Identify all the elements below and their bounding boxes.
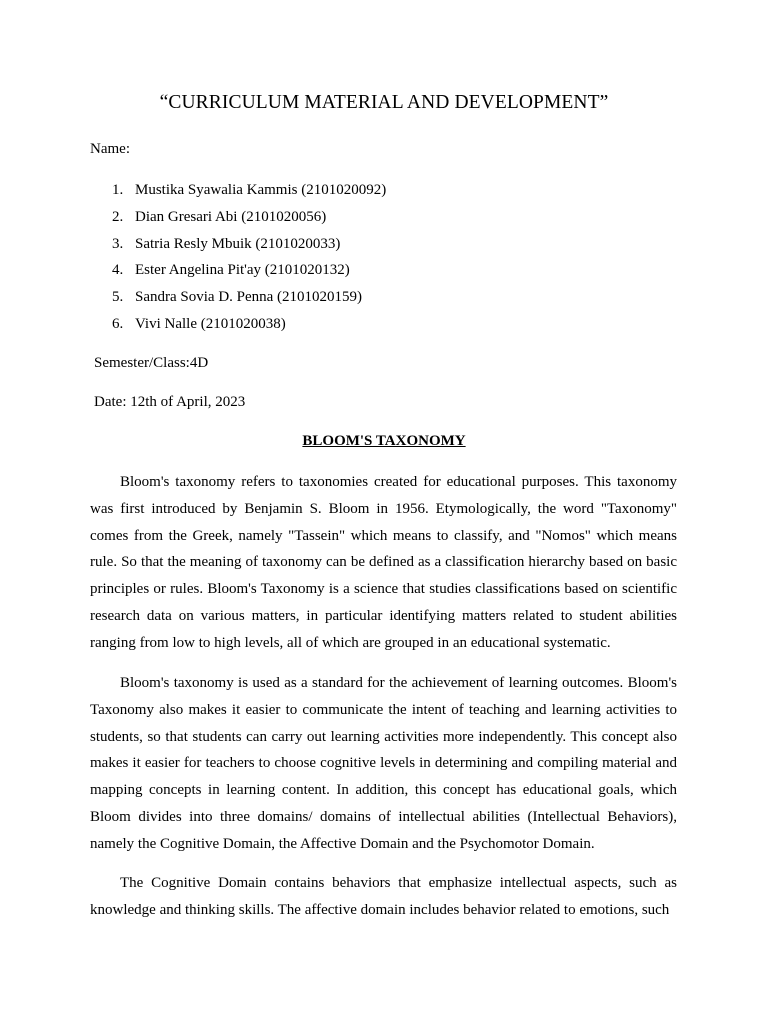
section-heading: BLOOM'S TAXONOMY <box>302 433 466 449</box>
list-item <box>90 179 386 206</box>
member-name: Vivi Nalle (2101020038) <box>135 315 286 332</box>
list-item <box>90 206 386 233</box>
list-number: 2. <box>112 208 124 225</box>
member-name: Satria Resly Mbuik (2101020033) <box>135 235 341 252</box>
member-list <box>90 179 386 340</box>
paragraph: The Cognitive Domain contains behaviors that emphasize intellectual aspects, such as knowledge and thinking skills. The affective domain includes behavior related to emotions, such <box>90 875 677 918</box>
member-name: Dian Gresari Abi (2101020056) <box>135 208 327 225</box>
list-item <box>90 313 386 340</box>
document-title: “CURRICULUM MATERIAL AND DEVELOPMENT” <box>159 92 609 113</box>
paragraph: Bloom's taxonomy refers to taxonomies created for educational purposes. This taxonomy was first introduced by Benjamin S. Bloom in 1956. Etymologically, the word "Taxonomy" comes from the Greek, namely "Tassein" which means to classify, and "Nomos" which means rule. So that the meaning of taxonomy can be defined as a classification hierarchy based on basic principles or rules. Bloom's Taxonomy is a science that studies classifications based on scientific research data on various matters, in particular identifying matters related to student abilities ranging from low to high levels, all of which are grouped in an educational systematic. <box>90 474 677 651</box>
list-item <box>90 259 386 286</box>
member-name: Ester Angelina Pit'ay (2101020132) <box>135 262 350 279</box>
name-label: Name: <box>90 141 130 157</box>
list-number: 5. <box>112 289 124 306</box>
list-number: 3. <box>112 235 124 252</box>
list-number: 1. <box>112 182 124 198</box>
semester-class: Semester/Class:4D <box>94 355 209 371</box>
list-number: 6. <box>112 315 124 332</box>
member-name: Sandra Sovia D. Penna (2101020159) <box>135 289 363 306</box>
list-item <box>90 286 386 313</box>
member-name: Mustika Syawalia Kammis (2101020092) <box>135 182 387 198</box>
list-item <box>90 233 386 260</box>
list-number: 4. <box>112 262 124 279</box>
document-date: Date: 12th of April, 2023 <box>94 394 246 410</box>
paragraph: Bloom's taxonomy is used as a standard for the achievement of learning outcomes. Bloom's Taxonomy also makes it easier to communicate the intent of teaching and learning activities to students, so that students can carry out learning activities more independently. This concept also makes it easier for teachers to choose cognitive levels in determining and compiling material and mapping concepts in learning content. In addition, this concept has educational goals, which Bloom divides into three domains/ domains of intellectual abilities (Intellectual Behaviors), namely the Cognitive Domain, the Affective Domain and the Psychomotor Domain. <box>90 675 677 852</box>
